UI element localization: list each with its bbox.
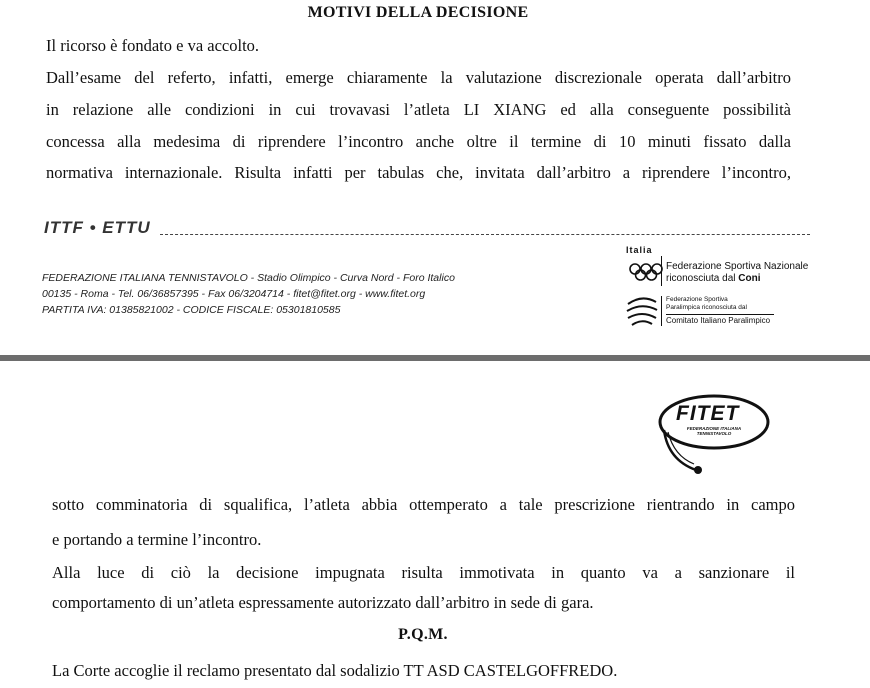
paragraph-line: e portando a termine l’incontro. (52, 530, 262, 549)
paragraph-line: Il ricorso è fondato e va accolto. (46, 36, 260, 55)
fitet-logo (654, 380, 774, 480)
section-heading-motivi: MOTIVI DELLA DECISIONE (307, 4, 529, 21)
paralympic-logo-icon (624, 294, 660, 328)
final-statement: La Corte accoglie il reclamo presentato dal sodalizio TT ASD CASTELGOFFREDO. (52, 661, 618, 680)
fitet-logo-subtext: FEDERAZIONE ITALIANA TENNISTAVOLO (686, 426, 742, 436)
page-separator (0, 355, 870, 361)
footer-address (42, 270, 455, 318)
paralympic-divider (661, 296, 662, 326)
ittf-ettu-label: ITTF • ETTU (44, 218, 151, 237)
coni-divider (661, 256, 662, 286)
coni-line (666, 273, 808, 285)
paragraph-line: sotto comminatoria di squalifica, l’atleta abbia ottemperato a tale prescrizione rientrando in campo (52, 495, 795, 514)
address-line: PARTITA IVA: 01385821002 - CODICE FISCALE: 05301810585 (42, 304, 341, 316)
paralympic-line: Federazione Sportiva (666, 296, 728, 303)
footer-rule (160, 234, 810, 235)
coni-italia-label: Italia (626, 245, 653, 255)
paralympic-text (666, 296, 774, 325)
paragraph-line: comportamento di un’atleta espressamente autorizzato dall’arbitro in sede di gara. (52, 593, 594, 612)
paragraph-line: Alla luce di ciò la decisione impugnata risulta immotivata in quanto va a sanzionare il (52, 563, 795, 582)
paralympic-line: Comitato Italiano Paralimpico (666, 316, 771, 325)
section-heading-pqm: P.Q.M. (398, 626, 448, 643)
paragraph-line: normativa internazionale. Risulta infatti per tabulas che, invitata dall’arbitro a riprendere l’incontro, (46, 163, 791, 182)
address-line: FEDERAZIONE ITALIANA TENNISTAVOLO - Stadio Olimpico - Curva Nord - Foro Italico (42, 272, 455, 284)
paralympic-line: Paralimpica riconosciuta dal (666, 304, 747, 311)
coni-line-prefix: riconosciuta dal (666, 273, 739, 284)
paragraph-line: in relazione alle condizioni in cui trovavasi l’atleta LI XIANG ed alla conseguente possibilità (46, 100, 791, 119)
paragraph-line: Dall’esame del referto, infatti, emerge chiaramente la valutazione discrezionale operata dall’arbitro (46, 68, 791, 87)
paragraph-line: concessa alla medesima di riprendere l’incontro anche oltre il termine di 10 minuti fissato dalla (46, 132, 791, 151)
coni-name: Coni (738, 273, 761, 284)
coni-text (666, 261, 808, 285)
coni-line: Federazione Sportiva Nazionale (666, 261, 809, 272)
paralympic-rule (666, 314, 774, 315)
address-line: 00135 - Roma - Tel. 06/36857395 - Fax 06/3204714 - fitet@fitet.org - www.fitet.org (42, 288, 426, 300)
fitet-logo-text: FITET (676, 402, 740, 425)
